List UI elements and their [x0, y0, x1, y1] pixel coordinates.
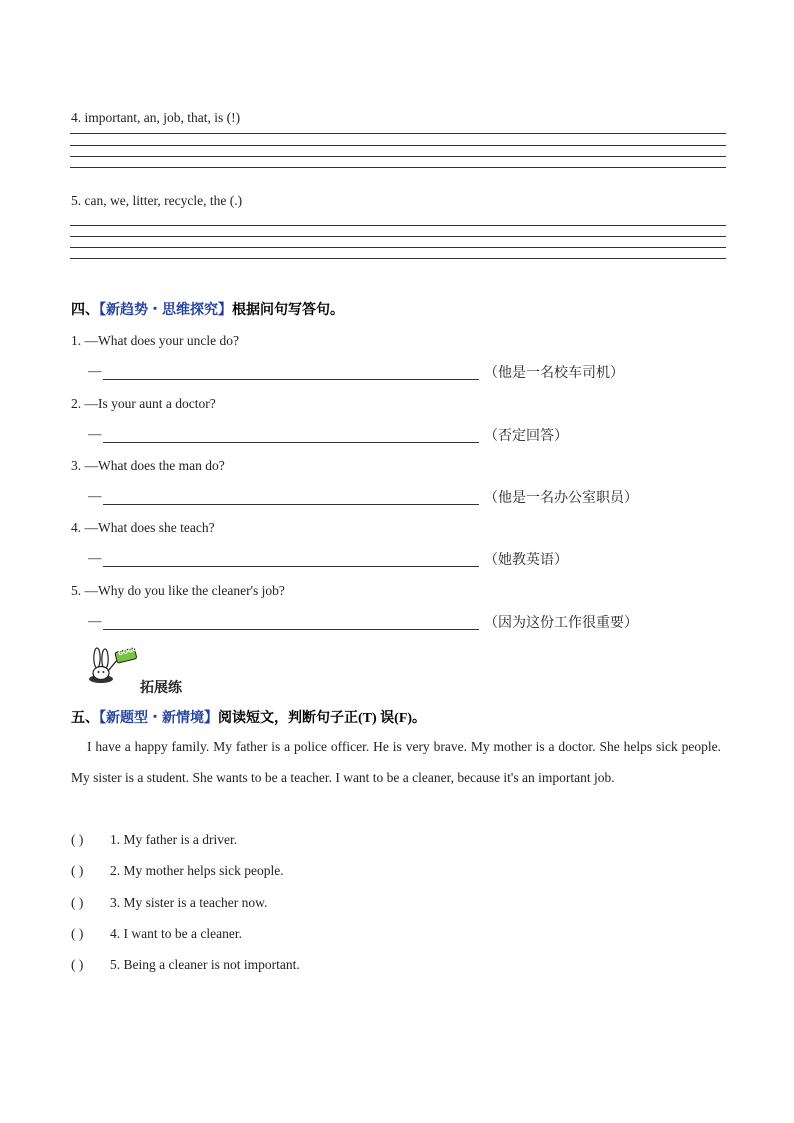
answer-line[interactable]: [70, 225, 726, 226]
section5-instruction: 阅读短文，判断句子正(T) 误(F)。: [218, 711, 427, 726]
answer-paren[interactable]: ( ): [71, 957, 84, 972]
answer-line[interactable]: [70, 133, 726, 134]
answer-paren[interactable]: ( ): [71, 895, 84, 910]
tf-item-1: 1. My father is a driver.: [110, 832, 238, 847]
answer-dash: —: [88, 550, 102, 565]
answer-paren[interactable]: ( ): [71, 863, 84, 878]
answer-paren[interactable]: ( ): [71, 926, 84, 941]
s4-answer-line-3[interactable]: [103, 504, 479, 505]
section4-instruction: 根据问句写答句。: [232, 303, 344, 318]
rabbit-mascot-icon: [86, 645, 138, 685]
answer-line[interactable]: [70, 258, 726, 259]
s4-hint-1: （他是一名校车司机）: [484, 365, 624, 381]
tf-item-5: 5. Being a cleaner is not important.: [110, 957, 300, 972]
s4-question-1: 1. —What does your uncle do?: [71, 333, 239, 348]
s4-answer-line-5[interactable]: [103, 629, 479, 630]
tf-item-2: 2. My mother helps sick people.: [110, 863, 284, 878]
q4-prompt: 4. important, an, job, that, is (!): [71, 110, 241, 125]
section4-tag: 【新趋势・思维探究】: [99, 303, 232, 318]
answer-dash: —: [88, 363, 102, 378]
section5-number: 五、: [71, 711, 99, 726]
s4-hint-3: （他是一名办公室职员）: [484, 490, 638, 506]
s4-answer-line-4[interactable]: [103, 566, 479, 567]
section5-tag: 【新题型・新情境】: [99, 711, 218, 726]
answer-line[interactable]: [70, 145, 726, 146]
s4-question-2: 2. —Is your aunt a doctor?: [71, 396, 216, 411]
answer-line[interactable]: [70, 247, 726, 248]
answer-dash: —: [88, 613, 102, 628]
s4-hint-4: （她教英语）: [484, 552, 568, 568]
s4-question-4: 4. —What does she teach?: [71, 520, 215, 535]
section4-header: [71, 299, 344, 319]
s4-hint-5: （因为这份工作很重要）: [484, 615, 638, 631]
tf-item-3: 3. My sister is a teacher now.: [110, 895, 268, 910]
answer-dash: —: [88, 426, 102, 441]
s4-hint-2: （否定回答）: [484, 428, 568, 444]
s4-question-5: 5. —Why do you like the cleaner's job?: [71, 583, 285, 598]
tf-item-4: 4. I want to be a cleaner.: [110, 926, 242, 941]
passage-text: I have a happy family. My father is a police officer. He is very brave. My mother is a doctor. She helps sick people. My sister is a student. She wants to be a teacher. I want to be a cleaner, because it's an important job.: [71, 739, 721, 785]
answer-line[interactable]: [70, 236, 726, 237]
s4-question-3: 3. —What does the man do?: [71, 458, 225, 473]
q5-prompt: 5. can, we, litter, recycle, the (.): [71, 193, 243, 208]
answer-line[interactable]: [70, 156, 726, 157]
answer-line[interactable]: [70, 167, 726, 168]
answer-dash: —: [88, 488, 102, 503]
s4-answer-line-2[interactable]: [103, 442, 479, 443]
section4-number: 四、: [71, 303, 99, 318]
s4-answer-line-1[interactable]: [103, 379, 479, 380]
badge-text: GOGO: [117, 645, 139, 658]
extension-label: 拓展练: [140, 680, 182, 696]
answer-paren[interactable]: ( ): [71, 832, 84, 847]
section5-header: [71, 707, 426, 727]
reading-passage: [71, 731, 721, 793]
